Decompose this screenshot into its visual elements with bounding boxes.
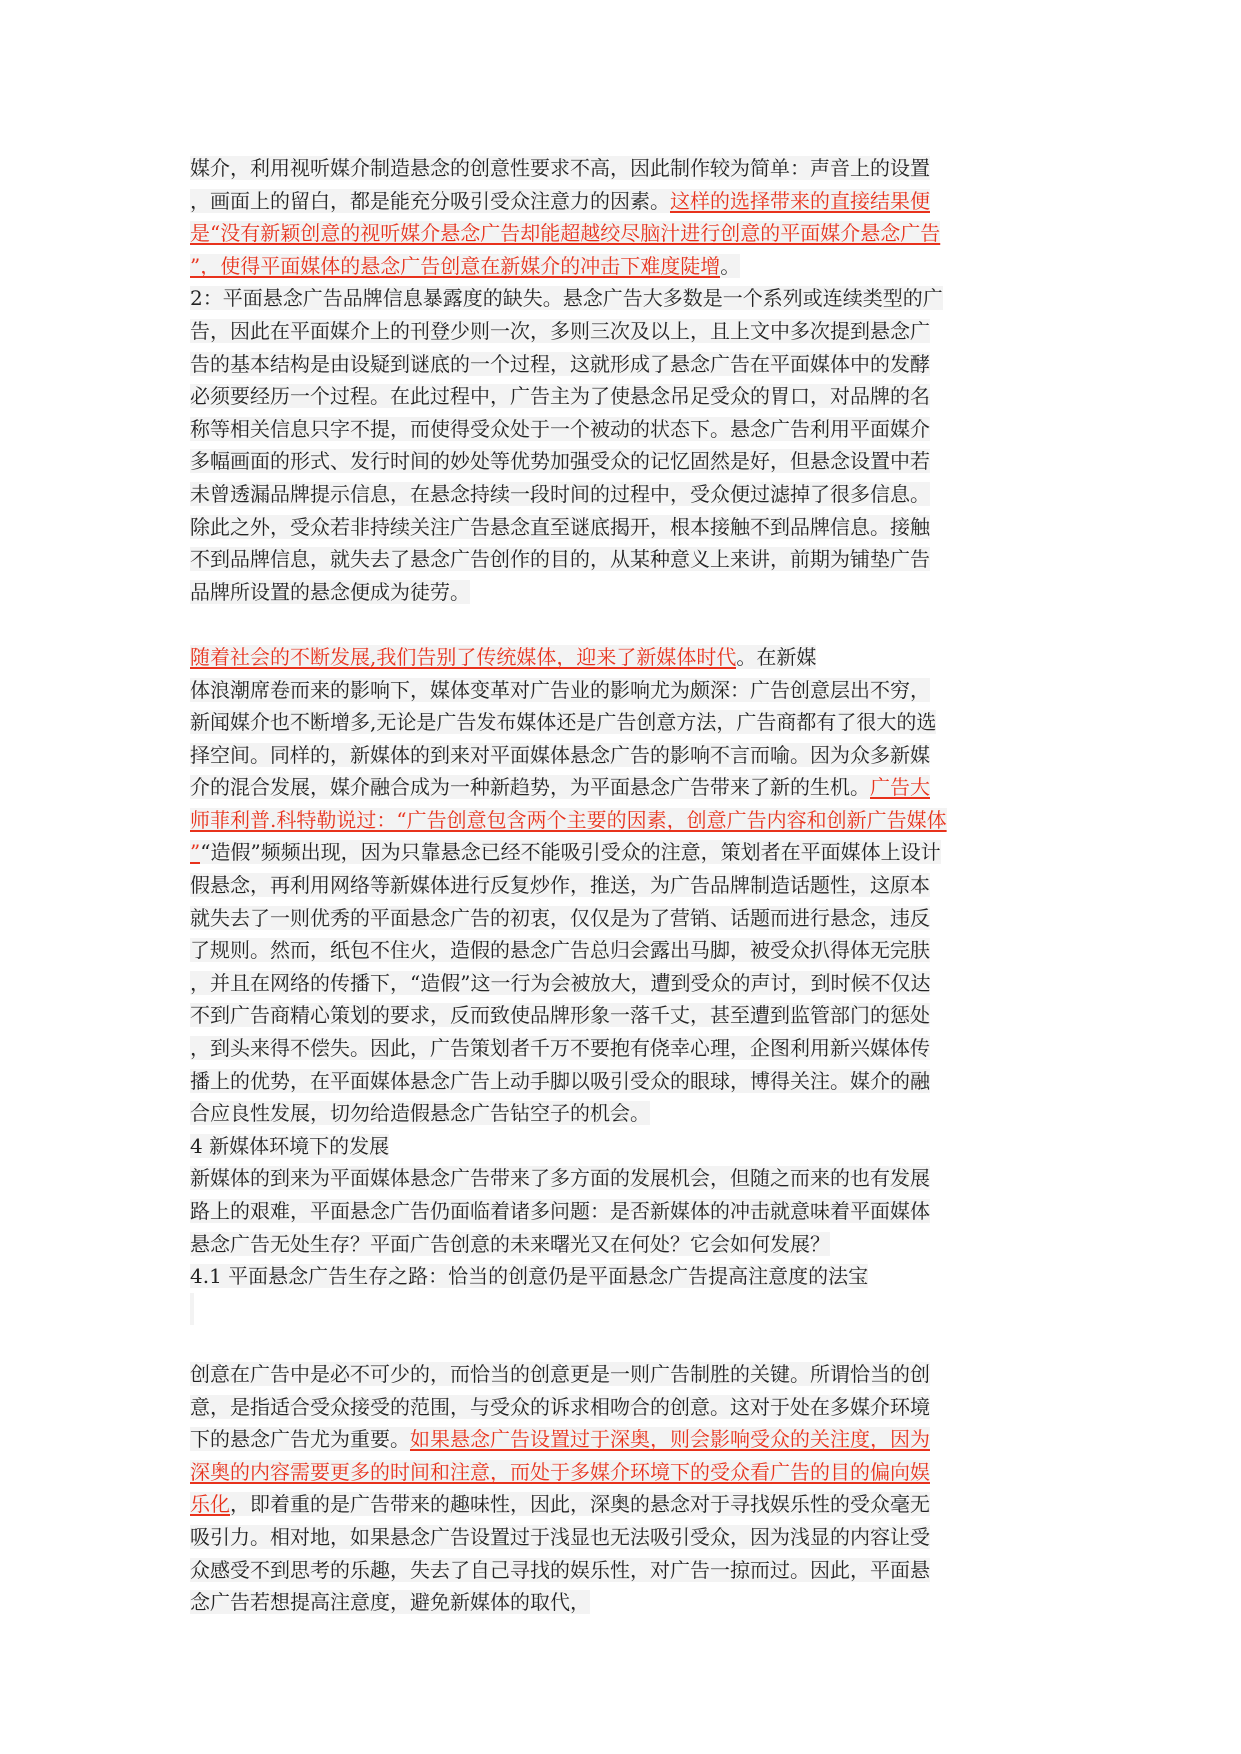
text-line: [190, 739, 1060, 772]
text-line: [190, 348, 1060, 381]
body-text: 意，是指适合受众接受的范围，与受众的诉求相吻合的创意。这对于处在多媒介环境: [190, 1394, 930, 1419]
text-line: [190, 999, 1060, 1032]
text-line: [190, 478, 1060, 511]
text-line: [190, 1195, 1060, 1228]
body-text: 新媒体的到来为平面媒体悬念广告带来了多方面的发展机会，但随之而来的也有发展: [190, 1166, 930, 1191]
text-line: [190, 674, 1060, 707]
highlighted-text: 随着社会的不断发展,我们告别了传统媒体，迎来了新媒体时代: [190, 644, 737, 669]
text-line: [190, 1358, 1060, 1391]
body-text: 路上的艰难，平面悬念广告仍面临着诸多问题：是否新媒体的冲击就意味着平面媒体: [190, 1199, 930, 1223]
body-text: 播上的优势，在平面媒体悬念广告上动手脚以吸引受众的眼球，博得关注。媒介的融: [190, 1068, 930, 1093]
body-text: 4 新媒体环境下的发展: [190, 1133, 390, 1158]
text-line: [190, 250, 1060, 283]
text-line: [190, 217, 1060, 250]
body-text: 未曾透漏品牌提示信息，在悬念持续一段时间的过程中，受众便过滤掉了很多信息。: [190, 481, 930, 506]
text-line: [190, 1228, 1060, 1261]
text-line: [190, 1521, 1060, 1554]
body-text: ，画面上的留白，都是能充分吸引受众注意力的因素。: [190, 188, 670, 213]
body-text: 媒介，利用视听媒介制造悬念的创意性要求不高，因此制作较为简单：声音上的设置: [190, 156, 930, 180]
text-line: [190, 1456, 1060, 1489]
text-line: [190, 1586, 1060, 1619]
highlighted-text: 这样的选择带来的直接结果便: [670, 188, 930, 213]
text-line: [190, 902, 1060, 935]
text-line: [190, 836, 1060, 869]
body-text: 新闻媒介也不断增多,无论是广告发布媒体还是广告创意方法，广告商都有了很大的选: [190, 710, 937, 735]
body-text: 合应良性发展，切勿给造假悬念广告钻空子的机会。: [190, 1101, 650, 1126]
text-line: [190, 1488, 1060, 1521]
text-line: [190, 413, 1060, 446]
body-text: 必须要经历一个过程。在此过程中，广告主为了使悬念吊足受众的胃口，对品牌的名: [190, 384, 930, 409]
text-line: [190, 543, 1060, 576]
text-line: [190, 1423, 1060, 1456]
body-text: 2：平面悬念广告品牌信息暴露度的缺失。悬念广告大多数是一个系列或连续类型的广: [190, 286, 943, 311]
body-text: 不到广告商精心策划的要求，反而致使品牌形象一落千丈，甚至遭到监管部门的惩处: [190, 1003, 930, 1028]
blank-line: [190, 608, 1060, 641]
body-text: 吸引力。相对地，如果悬念广告设置过于浅显也无法吸引受众，因为浅显的内容让受: [190, 1524, 930, 1549]
text-line: [190, 445, 1060, 478]
body-text: 告的基本结构是由设疑到谜底的一个过程，这就形成了悬念广告在平面媒体中的发酵: [190, 351, 930, 376]
body-text: 体浪潮席卷而来的影响下，媒体变革对广告业的影响尤为颇深：广告创意层出不穷，: [190, 677, 930, 702]
body-text: 悬念广告无处生存？平面广告创意的未来曙光又在何处？它会如何发展？: [190, 1231, 830, 1256]
text-line: [190, 706, 1060, 739]
body-text: 假悬念，再利用网络等新媒体进行反复炒作，推送，为广告品牌制造话题性，这原本: [190, 873, 930, 898]
text-line: [190, 282, 1060, 315]
body-text: ，到头来得不偿失。因此，广告策划者千万不要抱有侥幸心理，企图利用新兴媒体传: [190, 1036, 930, 1061]
body-text: ，即着重的是广告带来的趣味性，因此，深奥的悬念对于寻找娱乐性的受众毫无: [230, 1492, 930, 1517]
document-body: [190, 152, 1060, 1619]
text-line: [190, 1554, 1060, 1587]
body-text: 择空间。同样的，新媒体的到来对平面媒体悬念广告的影响不言而喻。因为众多新媒: [190, 742, 930, 767]
text-line: [190, 1260, 1060, 1293]
highlighted-text: 师菲利普.科特勒说过：“广告创意包含两个主要的因素，创意广告内容和创新广告媒体: [190, 807, 947, 832]
body-text: 称等相关信息只字不提，而使得受众处于一个被动的状态下。悬念广告利用平面媒介: [190, 416, 930, 441]
empty-highlight: [190, 1293, 194, 1326]
body-text: 了规则。然而，纸包不住火，造假的悬念广告总归会露出马脚，被受众扒得体无完肤: [190, 938, 930, 963]
text-line: [190, 315, 1060, 348]
text-line: [190, 967, 1060, 1000]
text-line: [190, 1097, 1060, 1130]
text-line: [190, 185, 1060, 218]
text-line: [190, 1065, 1060, 1098]
highlighted-text: 是“没有新颖创意的视听媒介悬念广告却能超越绞尽脑汁进行创意的平面媒介悬念广告: [190, 221, 941, 246]
text-line: [190, 380, 1060, 413]
body-text: 就失去了一则优秀的平面悬念广告的初衷，仅仅是为了营销、话题而进行悬念，违反: [190, 905, 930, 930]
text-line: [190, 804, 1060, 837]
text-line: [190, 934, 1060, 967]
text-line: [190, 641, 1060, 674]
highlighted-text: 深奥的内容需要更多的时间和注意，而处于多媒介环境下的受众看广告的目的偏向娱: [190, 1459, 930, 1484]
text-line: [190, 1162, 1060, 1195]
highlighted-text: 如果悬念广告设置过于深奥，则会影响受众的关注度，因为: [410, 1427, 930, 1452]
body-text: 下的悬念广告尤为重要。: [190, 1427, 410, 1452]
body-text: 多幅画面的形式、发行时间的妙处等优势加强受众的记忆固然是好，但悬念设置中若: [190, 449, 930, 474]
text-line: [190, 1032, 1060, 1065]
text-line: [190, 1130, 1060, 1163]
body-text: 。在新媒: [736, 644, 817, 669]
body-text: 告，因此在平面媒介上的刊登少则一次，多则三次及以上，且上文中多次提到悬念广: [190, 318, 930, 343]
body-text: 品牌所设置的悬念便成为徒劳。: [190, 579, 470, 604]
blank-line: [190, 1293, 1060, 1326]
text-line: [190, 869, 1060, 902]
body-text: ，并且在网络的传播下，“造假”这一行为会被放大，遭到受众的声讨，到时候不仅达: [190, 970, 931, 995]
body-text: 4.1 平面悬念广告生存之路：恰当的创意仍是平面悬念广告提高注意度的法宝: [190, 1264, 869, 1289]
blank-line: [190, 1325, 1060, 1358]
body-text: 念广告若想提高注意度，避免新媒体的取代，: [190, 1590, 590, 1615]
text-line: [190, 1391, 1060, 1424]
text-line: [190, 771, 1060, 804]
highlighted-text: ”，使得平面媒体的悬念广告创意在新媒介的冲击下难度陡增: [190, 253, 721, 278]
body-text: “造假”频频出现，因为只靠悬念已经不能吸引受众的注意，策划者在平面媒体上设计: [200, 840, 941, 865]
text-line: [190, 152, 1060, 185]
body-text: 创意在广告中是必不可少的，而恰当的创意更是一则广告制胜的关键。所谓恰当的创: [190, 1361, 930, 1386]
highlighted-text: 广告大: [870, 775, 930, 800]
body-text: 不到品牌信息，就失去了悬念广告创作的目的，从某种意义上来讲，前期为铺垫广告: [190, 547, 930, 572]
text-line: [190, 576, 1060, 609]
body-text: 。: [720, 253, 741, 278]
body-text: 介的混合发展，媒介融合成为一种新趋势，为平面悬念广告带来了新的生机。: [190, 775, 870, 800]
highlighted-text: 乐化: [190, 1492, 230, 1517]
highlighted-text: ”: [190, 840, 201, 865]
text-line: [190, 511, 1060, 544]
body-text: 众感受不到思考的乐趣，失去了自己寻找的娱乐性，对广告一掠而过。因此，平面悬: [190, 1557, 930, 1582]
body-text: 除此之外，受众若非持续关注广告悬念直至谜底揭开，根本接触不到品牌信息。接触: [190, 514, 930, 539]
